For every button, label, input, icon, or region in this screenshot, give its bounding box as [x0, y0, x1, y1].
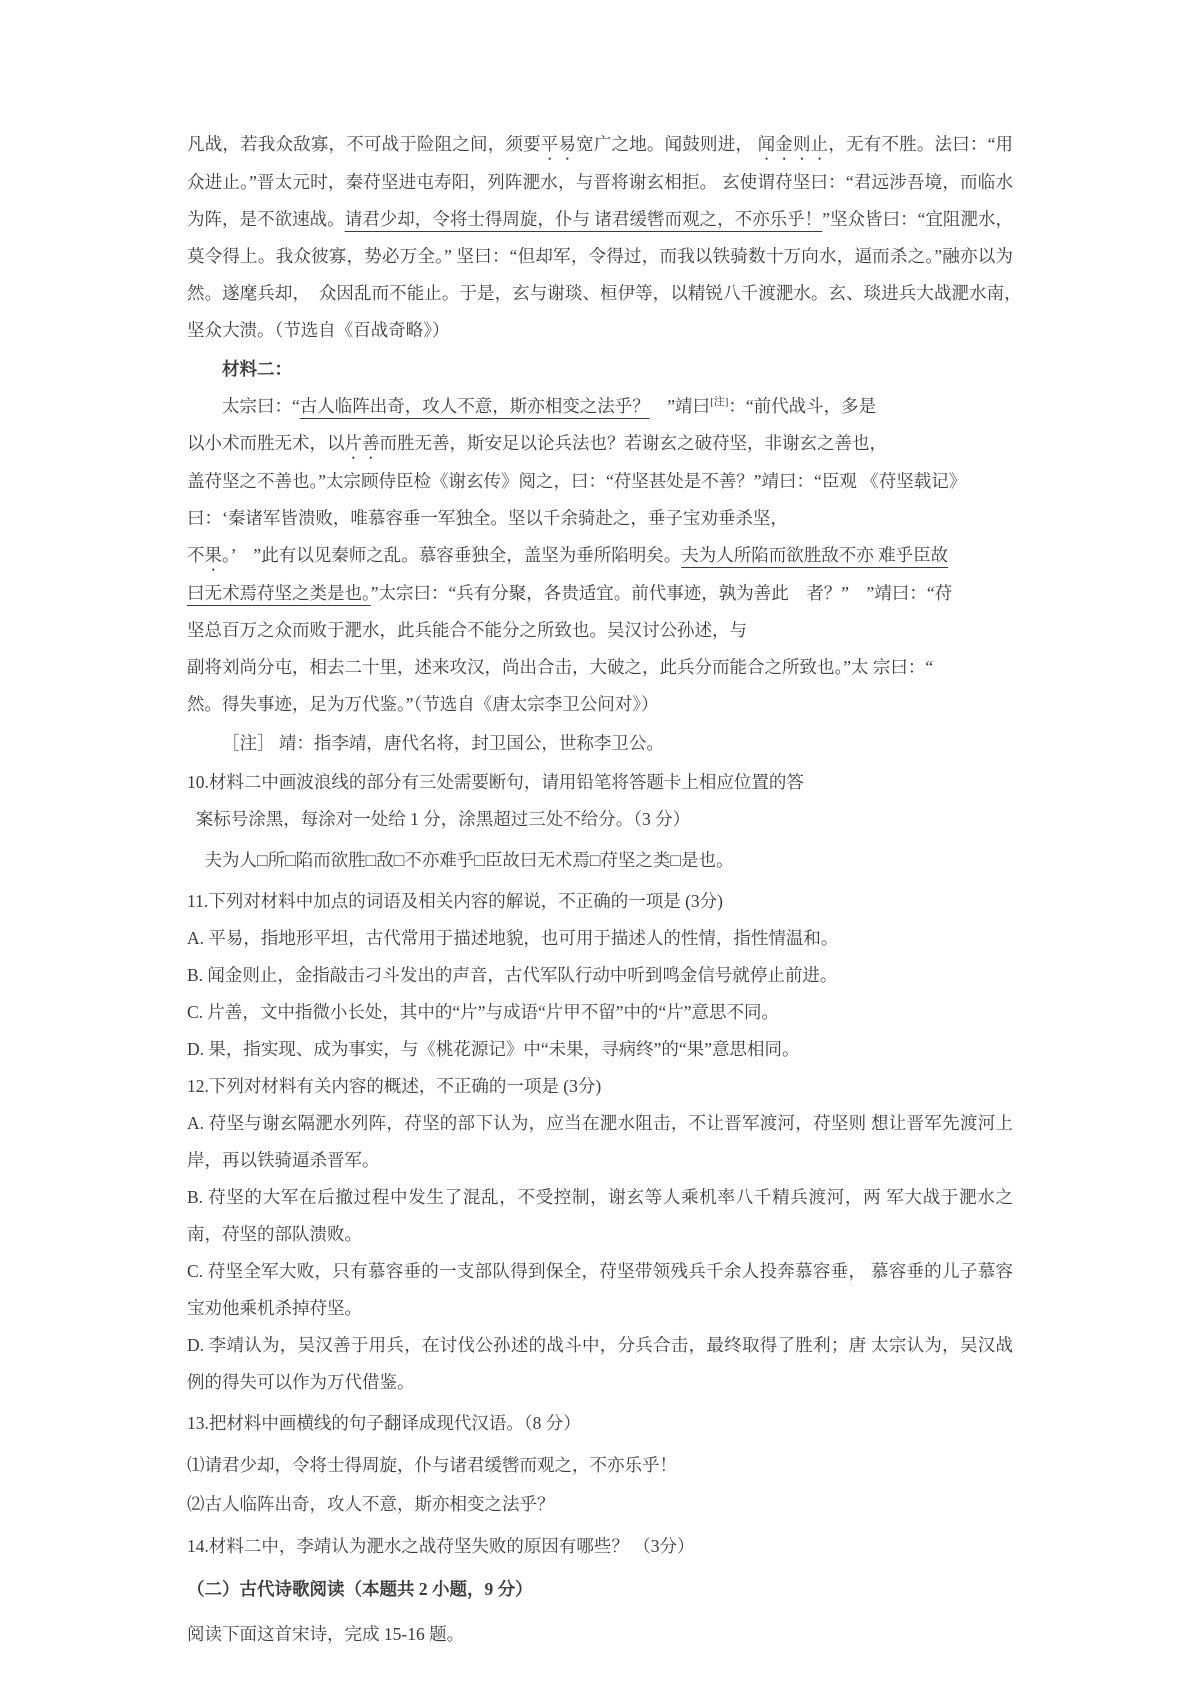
text-segment: 曰：‘秦诸军皆溃败，唯慕容垂一军独全。坚以千余骑赴之，垂子宝劝垂杀坚，: [187, 508, 788, 528]
question-10-line-1: [187, 764, 1013, 801]
text-segment: ，无有不胜。法曰：“用众进止。”晋太元时，秦苻坚进屯寿阳，列阵淝水，与晋将谢玄相拒。 玄使谓苻坚曰：“君远涉吾境，而临水为阵，是不欲速战。: [187, 134, 1014, 229]
text-segment: ”太宗曰：“兵有分聚，各贵适宜。前代事迹，孰为善此 者？” ”靖曰：“苻: [370, 583, 953, 603]
text-segment: 。’ ”此有以见秦师之乱。慕容垂独全，盖坚为垂所陷明矣。: [222, 545, 682, 565]
text-segment: 14.材料二中，李靖认为淝水之战苻坚失败的原因有哪些？ （3分）: [187, 1536, 695, 1556]
dots-text: 闻金则止: [757, 134, 829, 154]
text-segment: 太宗曰：“: [222, 396, 300, 416]
reading-instruction: [187, 1616, 1013, 1653]
text-segment: 以小术而胜无术，以: [187, 433, 345, 453]
material-two-line-5: [187, 537, 1013, 575]
text-segment: 12.下列对材料有关内容的概述，不正确的一项是 (3分): [187, 1076, 602, 1096]
document-content: [187, 126, 1031, 1653]
text-segment: 盖苻坚之不善也。”太宗顾侍臣检《谢玄传》阅之，曰：“苻坚甚处是不善？”靖曰：“臣观 《苻坚载记》: [187, 471, 967, 491]
material-two-line-1: [187, 388, 1013, 425]
text-segment: 阅读下面这首宋诗，完成 15-16 题。: [187, 1624, 465, 1644]
text-segment: 凡战，若我众敌寡，不可战于险阻之间，须要: [187, 134, 541, 154]
question-10-line-2: [187, 801, 1013, 838]
question-10-answer-line: [187, 842, 1013, 879]
question-12-option-a: [187, 1105, 1013, 1179]
text-segment: D. 李靖认为，吴汉善于用兵，在讨伐公孙述的战斗中，分兵合击，最终取得了胜利；唐 太宗认为，吴汉战例的得失可以作为万代借鉴。: [187, 1335, 1013, 1392]
question-11-stem: [187, 883, 1013, 920]
dots-text: 平易: [540, 134, 577, 154]
material-two-line-7: [187, 612, 1013, 649]
material-two-line-8: [187, 649, 1013, 686]
material-two-heading: [187, 351, 1013, 388]
question-11-option-a: [187, 920, 1013, 957]
question-11-option-c: [187, 994, 1013, 1031]
text-segment: 副将刘尚分屯，相去二十里，述来攻汉，尚出合击，大破之，此兵分而能合之所致也。”太 宗曰：“: [187, 657, 934, 677]
text-segment: ”靖曰: [649, 396, 711, 416]
text-segment: 材料二：: [222, 359, 292, 379]
question-13-stem: [187, 1405, 1013, 1442]
question-13-sentence-1: [187, 1447, 1013, 1484]
dots-text: 果: [204, 545, 222, 565]
text-segment: C. 苻坚全军大败，只有慕容垂的一支部队得到保全，苻坚带领残兵千余人投奔慕容垂， 慕容垂的儿子慕容宝劝他乘机杀掉苻坚。: [187, 1261, 1013, 1318]
material-two-line-4: [187, 500, 1013, 537]
text-segment: ［注］ 靖：指李靖，唐代名将，封卫国公，世称李卫公。: [222, 733, 664, 753]
underline-text: 夫为人所陷而欲胜敌不亦 难乎臣故: [681, 545, 949, 565]
material-two-line-9: [187, 686, 1013, 723]
text-segment: ⑴请君少却，令将士得周旋，仆与诸君缓辔而观之，不亦乐乎！: [187, 1455, 677, 1475]
sup-text: [注]: [710, 396, 729, 409]
dots-text: 片善: [344, 433, 380, 453]
text-segment: C. 片善，文中指微小长处，其中的“片”与成语“片甲不留”中的“片”意思不同。: [187, 1002, 780, 1022]
text-segment: A. 苻坚与谢玄隔淝水列阵，苻坚的部下认为，应当在淝水阻击，不让晋军渡河，苻坚则 想让晋军先渡河上岸，再以铁骑逼杀晋军。: [187, 1113, 1013, 1170]
note-line: [187, 725, 1013, 762]
material-two-line-6: [187, 575, 1013, 612]
section-two-heading: [187, 1571, 1013, 1608]
text-segment: 案标号涂黑，每涂对一处给 1 分，涂黑超过三处不给分。（3 分）: [195, 809, 691, 829]
question-12-option-c: [187, 1253, 1013, 1327]
text-segment: ：“前代战斗，多是: [728, 396, 877, 416]
material-two-line-2: [187, 425, 1013, 463]
text-segment: ⑵古人临阵出奇，攻人不意，斯亦相变之法乎？: [187, 1494, 555, 1514]
text-segment: 宽广之地。闻鼓则进，: [576, 134, 758, 154]
text-segment: 11.下列对材料中加点的词语及相关内容的解说，不正确的一项是 (3分): [187, 891, 724, 911]
material-one-paragraph: [187, 126, 1031, 349]
text-segment: 而胜无善，斯安足以论兵法也？若谢玄之破苻坚，非谢玄之善也，: [379, 433, 887, 453]
question-11-option-d: [187, 1031, 1013, 1068]
underline-text: 曰无术焉苻坚之类是也。: [187, 583, 371, 603]
question-12-stem: [187, 1068, 1013, 1105]
text-segment: B. 闻金则止，金指敲击刁斗发出的声音，古代军队行动中听到鸣金信号就停止前进。: [187, 965, 838, 985]
text-segment: 13.把材料中画横线的句子翻译成现代汉语。（8 分）: [187, 1413, 581, 1433]
underline-text: 古人临阵出奇，攻人不意，斯亦相变之法乎？: [299, 396, 650, 416]
text-segment: 夫为人□所□陷而欲胜□敌□不亦难乎□臣故曰无术焉□苻坚之类□是也。: [204, 850, 734, 870]
question-12-option-b: [187, 1179, 1013, 1253]
material-two-line-3: [187, 463, 1013, 500]
underline-text: 请君少却，令将士得周旋，仆与 诸君缓辔而观之，不亦乐乎！: [344, 209, 823, 229]
text-segment: （二）古代诗歌阅读（本题共 2 小题，9 分）: [187, 1579, 533, 1599]
text-segment: 不: [187, 545, 205, 565]
text-segment: D. 果，指实现、成为事实，与《桃花源记》中“未果，寻病终”的“果”意思相同。: [187, 1039, 800, 1059]
text-segment: 坚总百万之众而败于淝水，此兵能合不能分之所致也。吴汉讨公孙述，与: [187, 620, 747, 640]
text-segment: 10.材料二中画波浪线的部分有三处需要断句，请用铅笔将答题卡上相应位置的答: [187, 772, 804, 792]
question-11-option-b: [187, 957, 1013, 994]
text-segment: 然。得失事迹，足为万代鉴。”（节选自《唐太宗李卫公问对》）: [187, 694, 659, 714]
text-segment: ”坚众皆曰：“宜阻淝水，莫令得上。我众彼寡，势必万全。” 坚曰：“但却军，令得过，而我以铁骑数十万向水，逼而杀之。”融亦以为然。遂麾兵却， 众因乱而不能止。于是，玄与谢琰、桓伊等，以精锐八千渡淝水。玄、琰进兵大战淝水南， 坚众大溃。（节选自《百战奇略》）: [187, 209, 1031, 340]
question-13-sentence-2: [187, 1486, 1013, 1523]
text-segment: B. 苻坚的大军在后撤过程中发生了混乱，不受控制，谢玄等人乘机率八千精兵渡河，两 军大战于淝水之南，苻坚的部队溃败。: [187, 1187, 1013, 1244]
question-14-stem: [187, 1528, 1013, 1565]
text-segment: A. 平易，指地形平坦，古代常用于描述地貌，也可用于描述人的性情，指性情温和。: [187, 928, 839, 948]
question-12-option-d: [187, 1327, 1013, 1401]
